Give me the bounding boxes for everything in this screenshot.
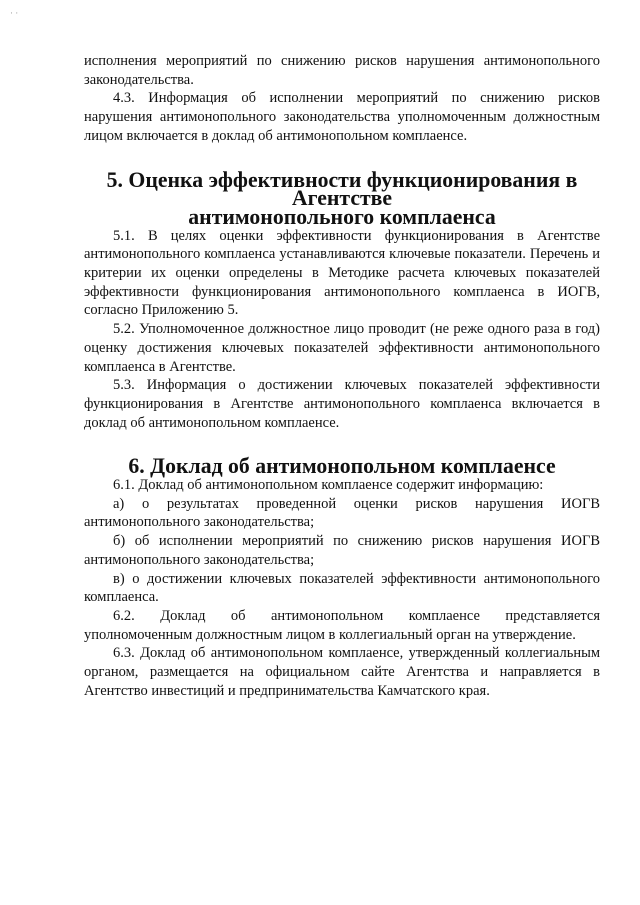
- list-item-b: б) об исполнении мероприятий по снижению рисков нарушения ИОГВ антимонопольного законодательства;: [84, 533, 600, 568]
- list-item-a: а) о результатах проведенной оценки рисков нарушения ИОГВ антимонопольного законодательства;: [84, 495, 600, 531]
- paragraph-6-2: 6.2. Доклад об антимонопольном комплаенсе представляется уполномоченным должностным лицом в коллегиальный орган на утверждение.: [84, 607, 600, 643]
- document-page: [84, 52, 600, 701]
- section-5-heading-line1: 5. Оценка эффективности функционирования в Агентстве: [106, 167, 578, 211]
- paragraph-5-2: 5.2. Уполномоченное должностное лицо проводит (не реже одного раза в год) оценку достижения ключевых показателей эффективности антимонопольного комплаенса в Агентстве.: [84, 321, 600, 375]
- paragraph-5-3: 5.3. Информация о достижении ключевых показателей эффективности функционирования в Агентстве антимонопольного комплаенса включается в доклад об антимонопольном комплаенсе.: [84, 377, 600, 431]
- paragraph-continuation: исполнения мероприятий по снижению рисков нарушения антимонопольного законодательства.: [84, 53, 600, 88]
- section-6-heading: 6. Доклад об антимонопольном комплаенсе: [128, 454, 556, 479]
- section-5-heading-line2: антимонопольного комплаенса: [188, 204, 496, 229]
- list-item-c: в) о достижении ключевых показателей эффективности антимонопольного комплаенса.: [84, 570, 600, 606]
- paragraph-6-3: 6.3. Доклад об антимонопольном комплаенсе, утвержденный коллегиальным органом, размещается на официальном сайте Агентства и направляется в Агентство инвестиций и предпринимательства Камчатского края.: [84, 645, 600, 699]
- scan-corner-mark: · ·: [10, 8, 19, 18]
- paragraph-4-3: 4.3. Информация об исполнении мероприятий по снижению рисков нарушения антимонопольного законодательства уполномоченным должностным лицом включается в доклад об антимонопольном комплаенсе.: [84, 90, 600, 144]
- paragraph-6-1: 6.1. Доклад об антимонопольном комплаенсе содержит информацию:: [113, 477, 544, 494]
- paragraph-5-1: 5.1. В целях оценки эффективности функционирования в Агентстве антимонопольного комплаенса устанавливаются ключевые показатели. Перечень и критерии их оценки определены в Методике расчета ключевых показателей эффективности функционирования антимонопольного комплаенса в ИОГВ, согласно Приложению 5.: [84, 227, 600, 319]
- section-5-heading: [84, 167, 600, 229]
